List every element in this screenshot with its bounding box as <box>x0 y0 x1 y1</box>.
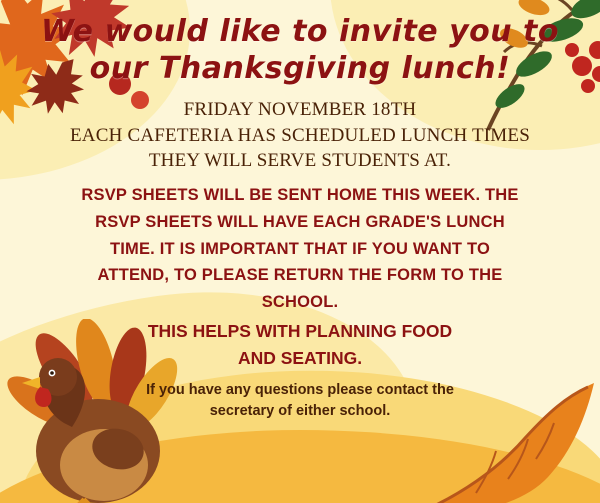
planning-line-1: THIS HELPS WITH PLANNING FOOD <box>147 320 453 341</box>
poster-headline: We would like to invite you to our Thanksgiving lunch! <box>40 14 559 86</box>
rsvp-line-5: SCHOOL. <box>261 292 339 311</box>
footer-line-2: secretary of either school. <box>209 402 391 419</box>
rsvp-line-4: ATTEND, TO PLEASE RETURN THE FORM TO THE <box>97 266 503 285</box>
planning-line-2: AND SEATING. <box>237 347 363 368</box>
rsvp-line-2: RSVP SHEETS WILL HAVE EACH GRADE'S LUNCH <box>95 212 505 231</box>
poster-footer-note <box>85 380 515 422</box>
detail-line-1: FRIDAY NOVEMBER 18TH <box>183 99 417 121</box>
rsvp-line-3: TIME. IT IS IMPORTANT THAT IF YOU WANT TO <box>109 239 491 258</box>
footer-line-1: If you have any questions please contact the <box>146 381 454 398</box>
detail-line-2: EACH CAFETERIA HAS SCHEDULED LUNCH TIMES <box>70 124 530 146</box>
detail-line-3: THEY WILL SERVE STUDENTS AT. <box>148 150 452 172</box>
poster-planning-note <box>40 318 560 372</box>
poster-rsvp-instructions <box>40 182 560 316</box>
rsvp-line-1: RSVP SHEETS WILL BE SENT HOME THIS WEEK. THE <box>81 186 519 205</box>
poster-details <box>20 97 580 174</box>
